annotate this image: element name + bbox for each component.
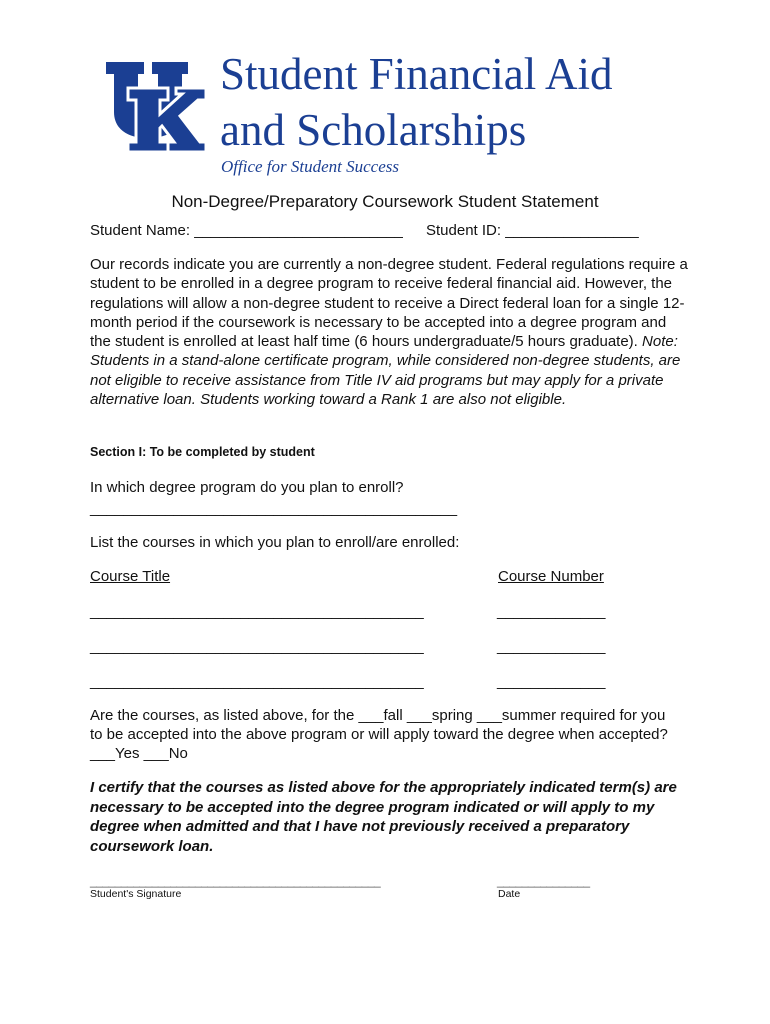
course-number-header: Course Number (498, 568, 604, 585)
signature-label: Student's Signature (90, 888, 182, 900)
student-id-field[interactable]: Student ID: ________________ (426, 222, 639, 239)
yes-no-choice[interactable]: ___Yes ___No (90, 745, 188, 762)
section-heading: Section I: To be completed by student (90, 445, 315, 459)
office-subtitle: Office for Student Success (221, 157, 399, 176)
certification-statement: I certify that the courses as listed above for the appropriately indicated term(s) are necessary to be accepted into the degree program indicated or will apply to my degree when admitted and that I have not previously received a preparatory coursework loan. (90, 779, 677, 856)
courses-prompt: List the courses in which you plan to enroll/are enrolled: (90, 534, 460, 551)
student-name-field[interactable]: Student Name: _________________________ (90, 222, 403, 239)
term-question-line2: to be accepted into the above program or will apply toward the degree when accepted? (90, 726, 668, 743)
intro-paragraph (90, 255, 690, 409)
date-field[interactable]: _______________ (497, 874, 590, 888)
date-label: Date (498, 888, 521, 900)
org-name-line2: and Scholarships (220, 105, 527, 155)
signature-field[interactable]: _______________________________________________ (90, 874, 381, 888)
course-number-field-2[interactable]: _____________ (497, 638, 606, 655)
course-title-field-2[interactable]: ________________________________________ (90, 638, 424, 655)
course-title-field-3[interactable]: ________________________________________ (90, 673, 424, 690)
intro-text: Our records indicate you are currently a non-degree student. Federal regulations require a student to be enrolled in a degree program to receive federal financial aid. However, the regulations will allow a non-degree student to receive a Direct federal loan for a single 12-month period if the coursework is necessary to be accepted into a degree program and the student is enrolled at least half time (6 hours undergraduate/5 hours graduate). (90, 256, 688, 351)
term-question-line1[interactable]: Are the courses, as listed above, for the ___fall ___spring ___summer required for you (90, 707, 666, 724)
intro-note: Note: Students in a stand-alone certificate program, while considered non-degree students, are not eligible to receive assistance from Title IV aid programs but may apply for a private alternative loan. Students working toward a Rank 1 are also not eligible. (90, 333, 681, 409)
degree-question: In which degree program do you plan to enroll? (90, 479, 404, 496)
org-name-line1: Student Financial Aid (220, 49, 613, 99)
form-title: Non-Degree/Preparatory Coursework Student Statement (171, 192, 599, 211)
course-title-field-1[interactable]: ________________________________________ (90, 603, 424, 620)
course-number-field-1[interactable]: _____________ (497, 603, 606, 620)
course-title-header: Course Title (90, 568, 171, 585)
uk-logo (104, 58, 208, 154)
degree-program-field[interactable]: ____________________________________________ (90, 500, 458, 517)
course-number-field-3[interactable]: _____________ (497, 673, 606, 690)
